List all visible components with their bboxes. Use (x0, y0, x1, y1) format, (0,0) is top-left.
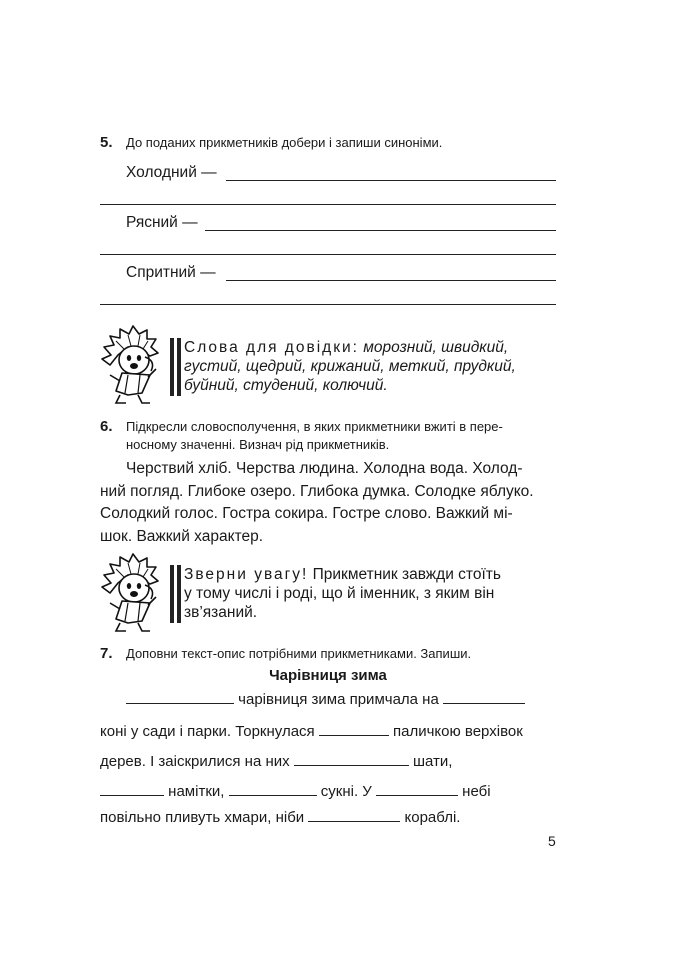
text-fragment: дерев. І заіскрилися на них (100, 753, 290, 770)
note-bar (177, 338, 181, 396)
text-line: Черствий хліб. Черства людина. Холодна вода. Холод- (126, 460, 523, 477)
reference-words: густий, щедрий, крижаний, меткий, прудкий, (184, 358, 516, 375)
fill-line (100, 783, 491, 800)
answer-line (100, 254, 556, 255)
answer-line (226, 280, 556, 281)
note-text: Прикметник завжди стоїть (312, 566, 501, 583)
text-fragment: паличкою верхівок (393, 723, 523, 740)
text-fragment: небі (462, 783, 491, 800)
blank (126, 691, 234, 704)
text-line: шок. Важкий характер. (100, 527, 264, 545)
fill-line (100, 753, 452, 770)
blank (376, 783, 458, 796)
reference-words: морозний, швидкий, (363, 339, 509, 356)
word-riasnyi: Рясний — (126, 214, 198, 231)
fill-line (100, 691, 525, 708)
blank (229, 783, 317, 796)
task-6-text (100, 458, 560, 548)
text-line: Солодкий голос. Гостра сокира. Гостре слово. Важкий мі- (100, 505, 513, 522)
note-lead: Слова для довідки: (184, 339, 359, 356)
note-bar (170, 565, 174, 623)
blank (443, 691, 525, 704)
fill-line (100, 809, 460, 826)
note-lead: Зверни увагу! (184, 566, 309, 583)
task-5-instruction: До поданих прикметників добери і запиши синоніми. (126, 135, 443, 150)
reference-words: буйний, студений, колючий. (184, 377, 388, 394)
page-number: 5 (548, 833, 556, 849)
blank (319, 723, 389, 736)
reference-words-note (184, 338, 516, 395)
hedgehog-mascot-icon (98, 325, 164, 405)
blank (100, 783, 164, 796)
note-text: зв’язаний. (184, 604, 258, 621)
task-5-number: 5. (100, 134, 113, 151)
blank (308, 809, 400, 822)
task-6-instruction (126, 418, 503, 454)
task-6-number: 6. (100, 418, 113, 435)
fill-line (100, 723, 523, 740)
note-bar (177, 565, 181, 623)
instruction-line: Підкресли словосполучення, в яких прикметники вжиті в пере- (126, 419, 503, 434)
text-fragment: повільно пливуть хмари, ніби (100, 809, 305, 826)
text-fragment: кораблі. (404, 809, 461, 826)
answer-line (205, 230, 556, 231)
text-fragment: чарівниця зима примчала на (238, 691, 439, 708)
text-fragment: намітки, (168, 783, 225, 800)
text-fragment: шати, (412, 753, 453, 770)
answer-line (100, 304, 556, 305)
answer-line (226, 180, 556, 181)
text-title: Чарівниця зима (269, 667, 387, 684)
text-fragment: сукні. У (320, 783, 372, 800)
text-fragment: коні у сади і парки. Торкнулася (100, 723, 315, 740)
answer-line (100, 204, 556, 205)
task-7-number: 7. (100, 645, 113, 662)
text-line: ний погляд. Глибоке озеро. Глибока думка. Солодке яблуко. (100, 482, 534, 500)
word-holodnyi: Холодний — (126, 164, 217, 181)
hedgehog-mascot-icon (98, 553, 164, 633)
instruction-line: носному значенні. Визнач рід прикметників. (126, 437, 390, 452)
blank (294, 753, 409, 766)
word-spryntnyi: Спритний — (126, 264, 216, 281)
attention-note (184, 565, 501, 622)
note-bar (170, 338, 174, 396)
task-7-instruction: Доповни текст-опис потрібними прикметниками. Запиши. (126, 646, 472, 661)
note-text: у тому числі і роді, що й іменник, з яким він (184, 585, 495, 602)
